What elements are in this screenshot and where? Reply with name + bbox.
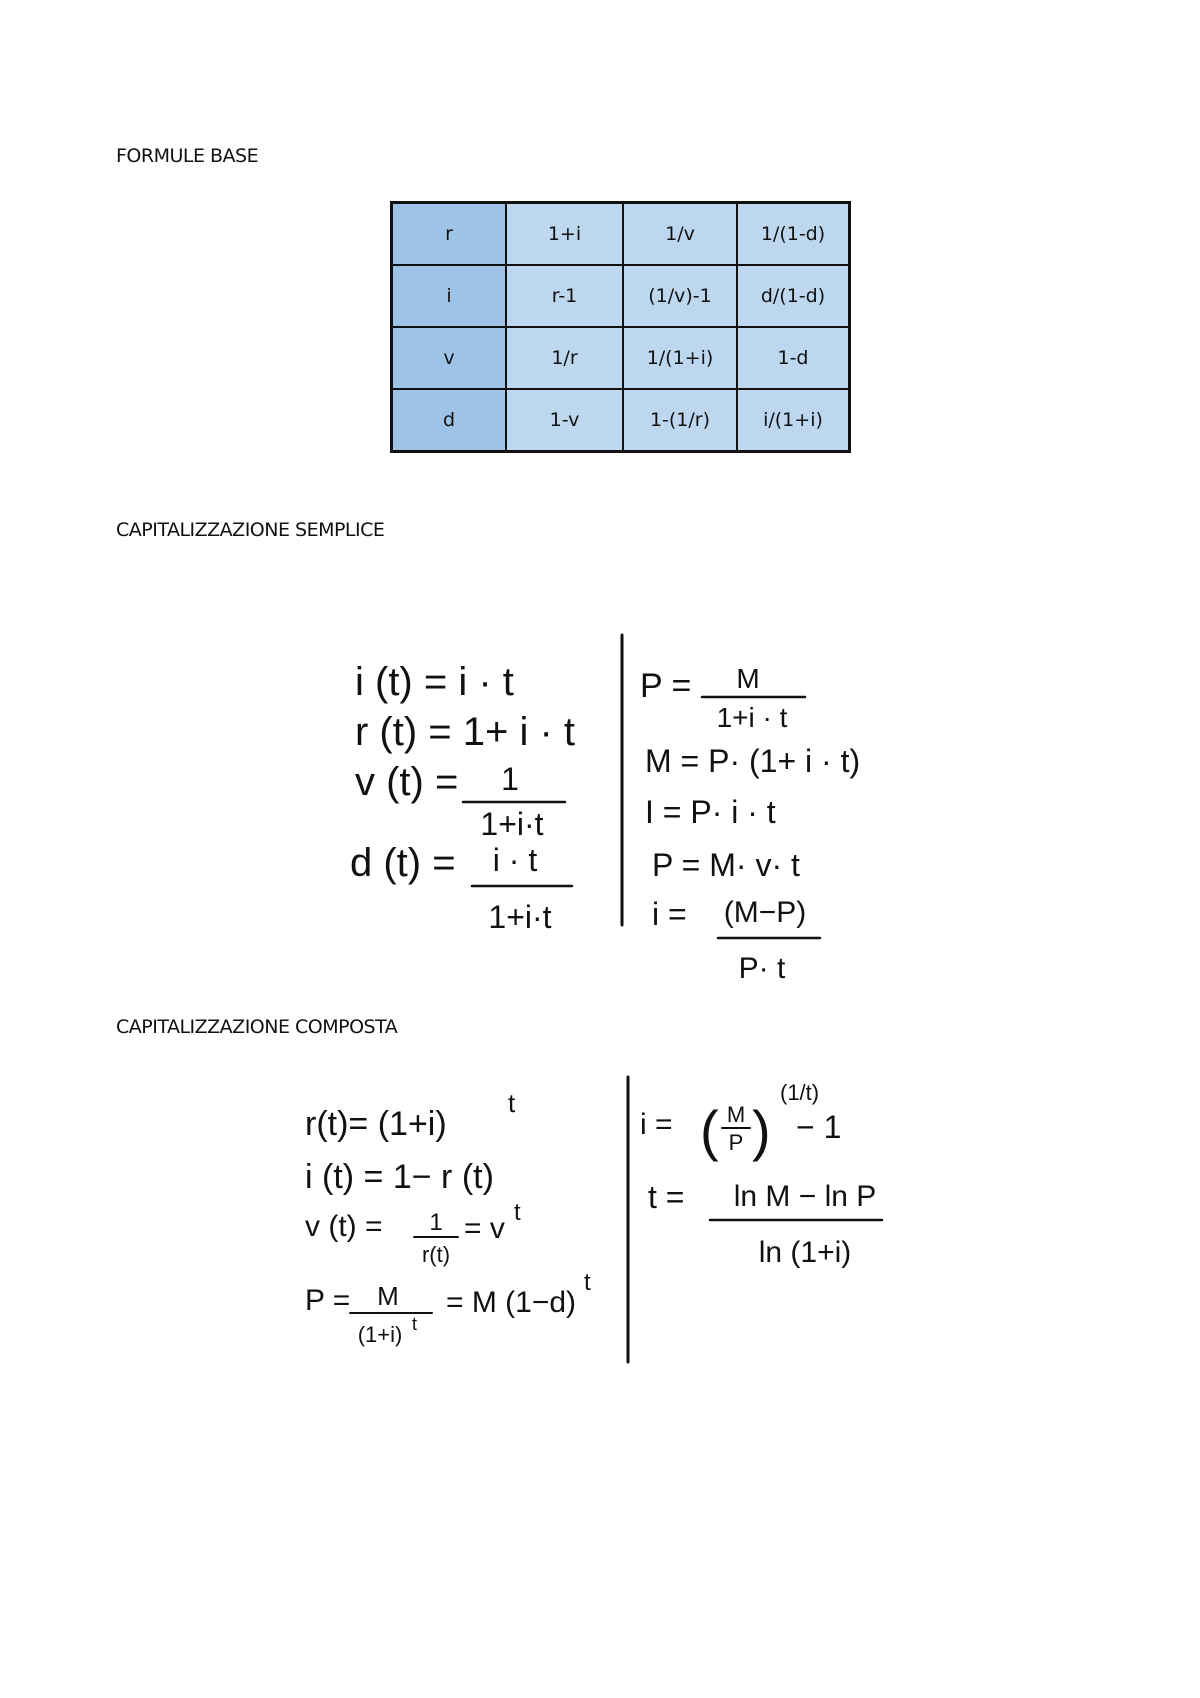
compound-present-value-denominator: (1+i) bbox=[357, 1322, 403, 1347]
compound-interest-formula: i (t) = 1− r (t) bbox=[305, 1158, 494, 1196]
table-cell: d bbox=[392, 389, 507, 452]
compound-factor-formula: r(t)= (1+i) bbox=[305, 1105, 447, 1143]
simple-rate-lhs: i = bbox=[652, 896, 687, 932]
simple-discount-factor-denominator: 1+i·t bbox=[480, 806, 544, 842]
simple-present-value-lhs: P = bbox=[640, 667, 692, 705]
compound-time-denominator: ln (1+i) bbox=[758, 1236, 852, 1269]
table-cell: r bbox=[392, 203, 507, 266]
table-cell: i/(1+i) bbox=[737, 389, 850, 452]
simple-discount-factor-numerator: 1 bbox=[501, 761, 519, 797]
simple-rate-numerator: (M−P) bbox=[723, 896, 807, 929]
compound-rate-open-paren: ( bbox=[700, 1099, 719, 1162]
compound-time-lhs: t = bbox=[648, 1179, 685, 1215]
simple-discount-rate-denominator: 1+i·t bbox=[488, 899, 552, 935]
compound-discount-factor-lhs: v (t) = bbox=[305, 1210, 383, 1243]
compound-present-value-numerator: M bbox=[377, 1281, 399, 1311]
compound-discount-factor-numerator: 1 bbox=[429, 1209, 443, 1236]
table-cell: 1/(1+i) bbox=[623, 327, 737, 389]
table-cell: r-1 bbox=[506, 265, 623, 327]
simple-discount-rate-lhs: d (t) = bbox=[350, 841, 456, 885]
simple-amount-formula: M = P· (1+ i · t) bbox=[645, 743, 861, 779]
table-cell: 1/(1-d) bbox=[737, 203, 850, 266]
table-cell: 1-d bbox=[737, 327, 850, 389]
table-cell: d/(1-d) bbox=[737, 265, 850, 327]
simple-discount-factor-lhs: v (t) = bbox=[355, 760, 459, 804]
simple-present-value-denominator: 1+i · t bbox=[716, 702, 788, 733]
simple-principal-formula: P = M· v· t bbox=[652, 847, 800, 883]
compound-rate-inner-denominator: P bbox=[728, 1130, 744, 1155]
table-cell: v bbox=[392, 327, 507, 389]
simple-rate-denominator: P· t bbox=[738, 952, 786, 985]
heading-formule-base: FORMULE BASE bbox=[116, 145, 259, 167]
table-cell: 1/v bbox=[623, 203, 737, 266]
simple-factor-formula: r (t) = 1+ i · t bbox=[355, 710, 576, 754]
simple-interest-formula: i (t) = i · t bbox=[355, 660, 514, 704]
compound-present-value-lhs: P = bbox=[305, 1284, 351, 1317]
compound-present-value-den-exponent: t bbox=[412, 1314, 418, 1334]
compound-discount-factor-rhs: = v bbox=[464, 1212, 505, 1245]
simple-present-value-numerator: M bbox=[736, 663, 760, 694]
table-cell: 1-(1/r) bbox=[623, 389, 737, 452]
compound-rate-inner-numerator: M bbox=[726, 1102, 746, 1127]
table-cell: (1/v)-1 bbox=[623, 265, 737, 327]
simple-discount-rate-numerator: i · t bbox=[492, 842, 538, 878]
compound-present-value-rhs: = M (1−d) bbox=[446, 1286, 577, 1319]
compound-rate-lhs: i = bbox=[640, 1108, 673, 1141]
heading-capitalizzazione-semplice: CAPITALIZZAZIONE SEMPLICE bbox=[116, 519, 385, 541]
compound-rate-exponent: (1/t) bbox=[780, 1080, 820, 1105]
compound-discount-factor-denominator: r(t) bbox=[421, 1242, 451, 1267]
table-cell: 1-v bbox=[506, 389, 623, 452]
compound-rate-tail: − 1 bbox=[796, 1109, 842, 1145]
table-cell: i bbox=[392, 265, 507, 327]
table-cell: 1/r bbox=[506, 327, 623, 389]
heading-capitalizzazione-composta: CAPITALIZZAZIONE COMPOSTA bbox=[116, 1016, 398, 1038]
compound-time-numerator: ln M − ln P bbox=[733, 1180, 877, 1213]
compound-present-value-exponent: t bbox=[584, 1269, 591, 1296]
compound-factor-exponent: t bbox=[508, 1088, 516, 1118]
table-cell: 1+i bbox=[506, 203, 623, 266]
compound-discount-factor-exponent: t bbox=[514, 1199, 521, 1226]
simple-interest-amount-formula: I = P· i · t bbox=[645, 794, 776, 830]
compound-rate-close-paren: ) bbox=[752, 1099, 771, 1162]
